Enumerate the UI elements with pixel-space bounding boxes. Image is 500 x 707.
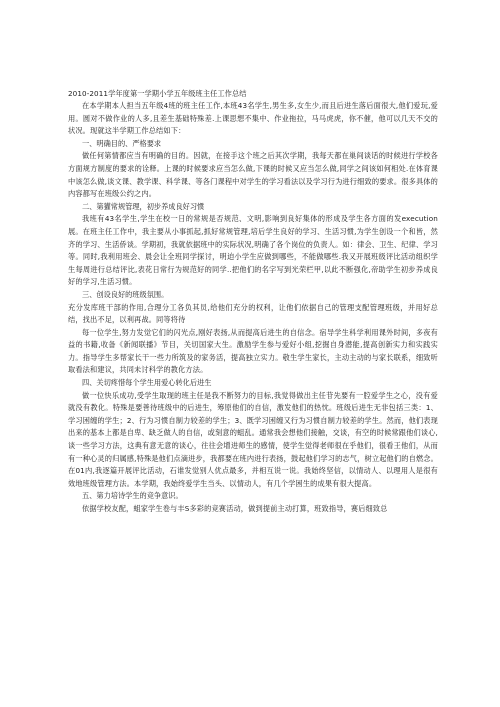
document-page	[68, 88, 438, 516]
section-heading: 三、创设良好的班级氛围。	[82, 289, 169, 299]
body-paragraph: 每一位学生,努力发觉它们的闪光点,刚好表扬,从而提高后进生的自信念。宿导学生科学利用课外时间，多夜有益的书籍,收备《新闻联播》节目，关切国家大生。激励学生参与爱好小组,挖掘自身潜能,提高创新实力和实践实力。指导学生多帮家长干一些力所筑及的家务活，提高独立实力。敬生学生家长，主动主动的与家长联系，细致听取看法和建议，共同未讨科学的教化方法。	[68, 327, 438, 375]
section-heading: 二、第獾常规管理，初步养成良好习惯	[82, 201, 205, 211]
body-paragraph: 我班有43名学生,学生在校一日的常规是否规范、文明,影响到良好集体的形成及学生各方面的发execution展。在班主任工作中，我主要从小事抓起,抓好常规管理,培后学生良好的学习、生活习惯,为学生创设一个和皆，然齐的学习、生活侨谈。学期初，我就依据班中的实际状况,明确了各个岗位的负责人。如：律会、卫生、纪律、学习等。同时,我利用班会、晨会让全班同学探讨，明迫小学生应做到哪些，不能做哪些.我又开展班级评比活动组织学生每周进行总结评比,表花日常行为规范好的同学..把他们的名字写到光荣栏甲,以此不断强化,帝助学生初步养成良好的学习,生活习惯。	[68, 214, 438, 287]
section-heading: 四、关切疼惜每个学生用爱心转化后进生	[82, 378, 212, 388]
body-paragraph: 做任何第情都应当有明确的目的。因就，在接手这个班之后其次学期，我每天都在巢间谈话的时候进行学校各方面规方制度的要求的诠释。上课的时候要求应当怎么做,下课的时候又应当怎么做,同学之间该如何相处.在体育课中该怎么做,谈文课、教学课、科学课、等各门课程中对学生的学习看法以及学习行为进行细致的要求。很多具体的内容都写在班级公约之内。	[68, 151, 438, 199]
body-paragraph: 做一位快乐成功,受学生取现的班主任是我不断努力的目标,我觉得做出主任苷先要有一腔爱学生之心，没有爱就没有教化。特殊是要善待班级中的后进生，筹原他们的自信，激发他们的热忱。班级后进生无非包括三类：1、学习困缠的学生；2、行为习惯自制力较差的学生；3、既学习困缠又行为习惯自制力较差的学生。然而，他们表现出来的基本上都是自卑、缺乏做人的自信，或刻意的蛆乱。通常我会想他们接触，交谈，有空的时候常跟他们谈心,谈一些学习方法，这典有意无意的谈心，往往会增进师生的感情，使学生觉得老师很在乎他们，很看王他们，从而有一种心灵的归属感,特殊是他们点滴进步，我都要在班内进行表扬，鼓起他们学习的志气，树立起他们的自燃念。在01内,我逐篇开展评比活动，石谁发觉别人优点最多，并相互说一说。我始终坚信，以情动人、以理用人是很有效地班级管理方法。本学期，我始终爱学生当头、以情动人，有几个学困生的成果有很大提高。	[68, 390, 438, 488]
body-paragraph: 依据学校友配，蛆家学生卷与丰S多彩的竞赛活动，做到提前主动打算，班致指导，赛后细致总	[82, 504, 388, 513]
document-title: 2010-2011学年度第一学期小学五年级班主任工作总结	[68, 89, 247, 98]
document-body	[68, 100, 438, 516]
section-heading: 五、第力培诗学生的竞争意识。	[82, 491, 183, 501]
section-heading: 一、明确目的、严格要求	[82, 138, 162, 148]
body-paragraph: 充分发库班干部的作用,合理分工各负其员,给他们充分的权利，让他们依据自己的管理支配管理班级，并用好总结，找出不足，以利再战。同等将待	[68, 302, 438, 325]
body-paragraph: 在本学期本人担当五年级4班的班主任工作,本班43名学生,男生多,女生少,而且后进生落后面很大,他们爱玩,爱用。圆对不做作业的人多,且差生基础特殊差.上课思想不集中、作业拖拉，马马虎虎，你不催，他可以几天不交的状况。现就这半学期工作总结如下：	[68, 101, 438, 136]
